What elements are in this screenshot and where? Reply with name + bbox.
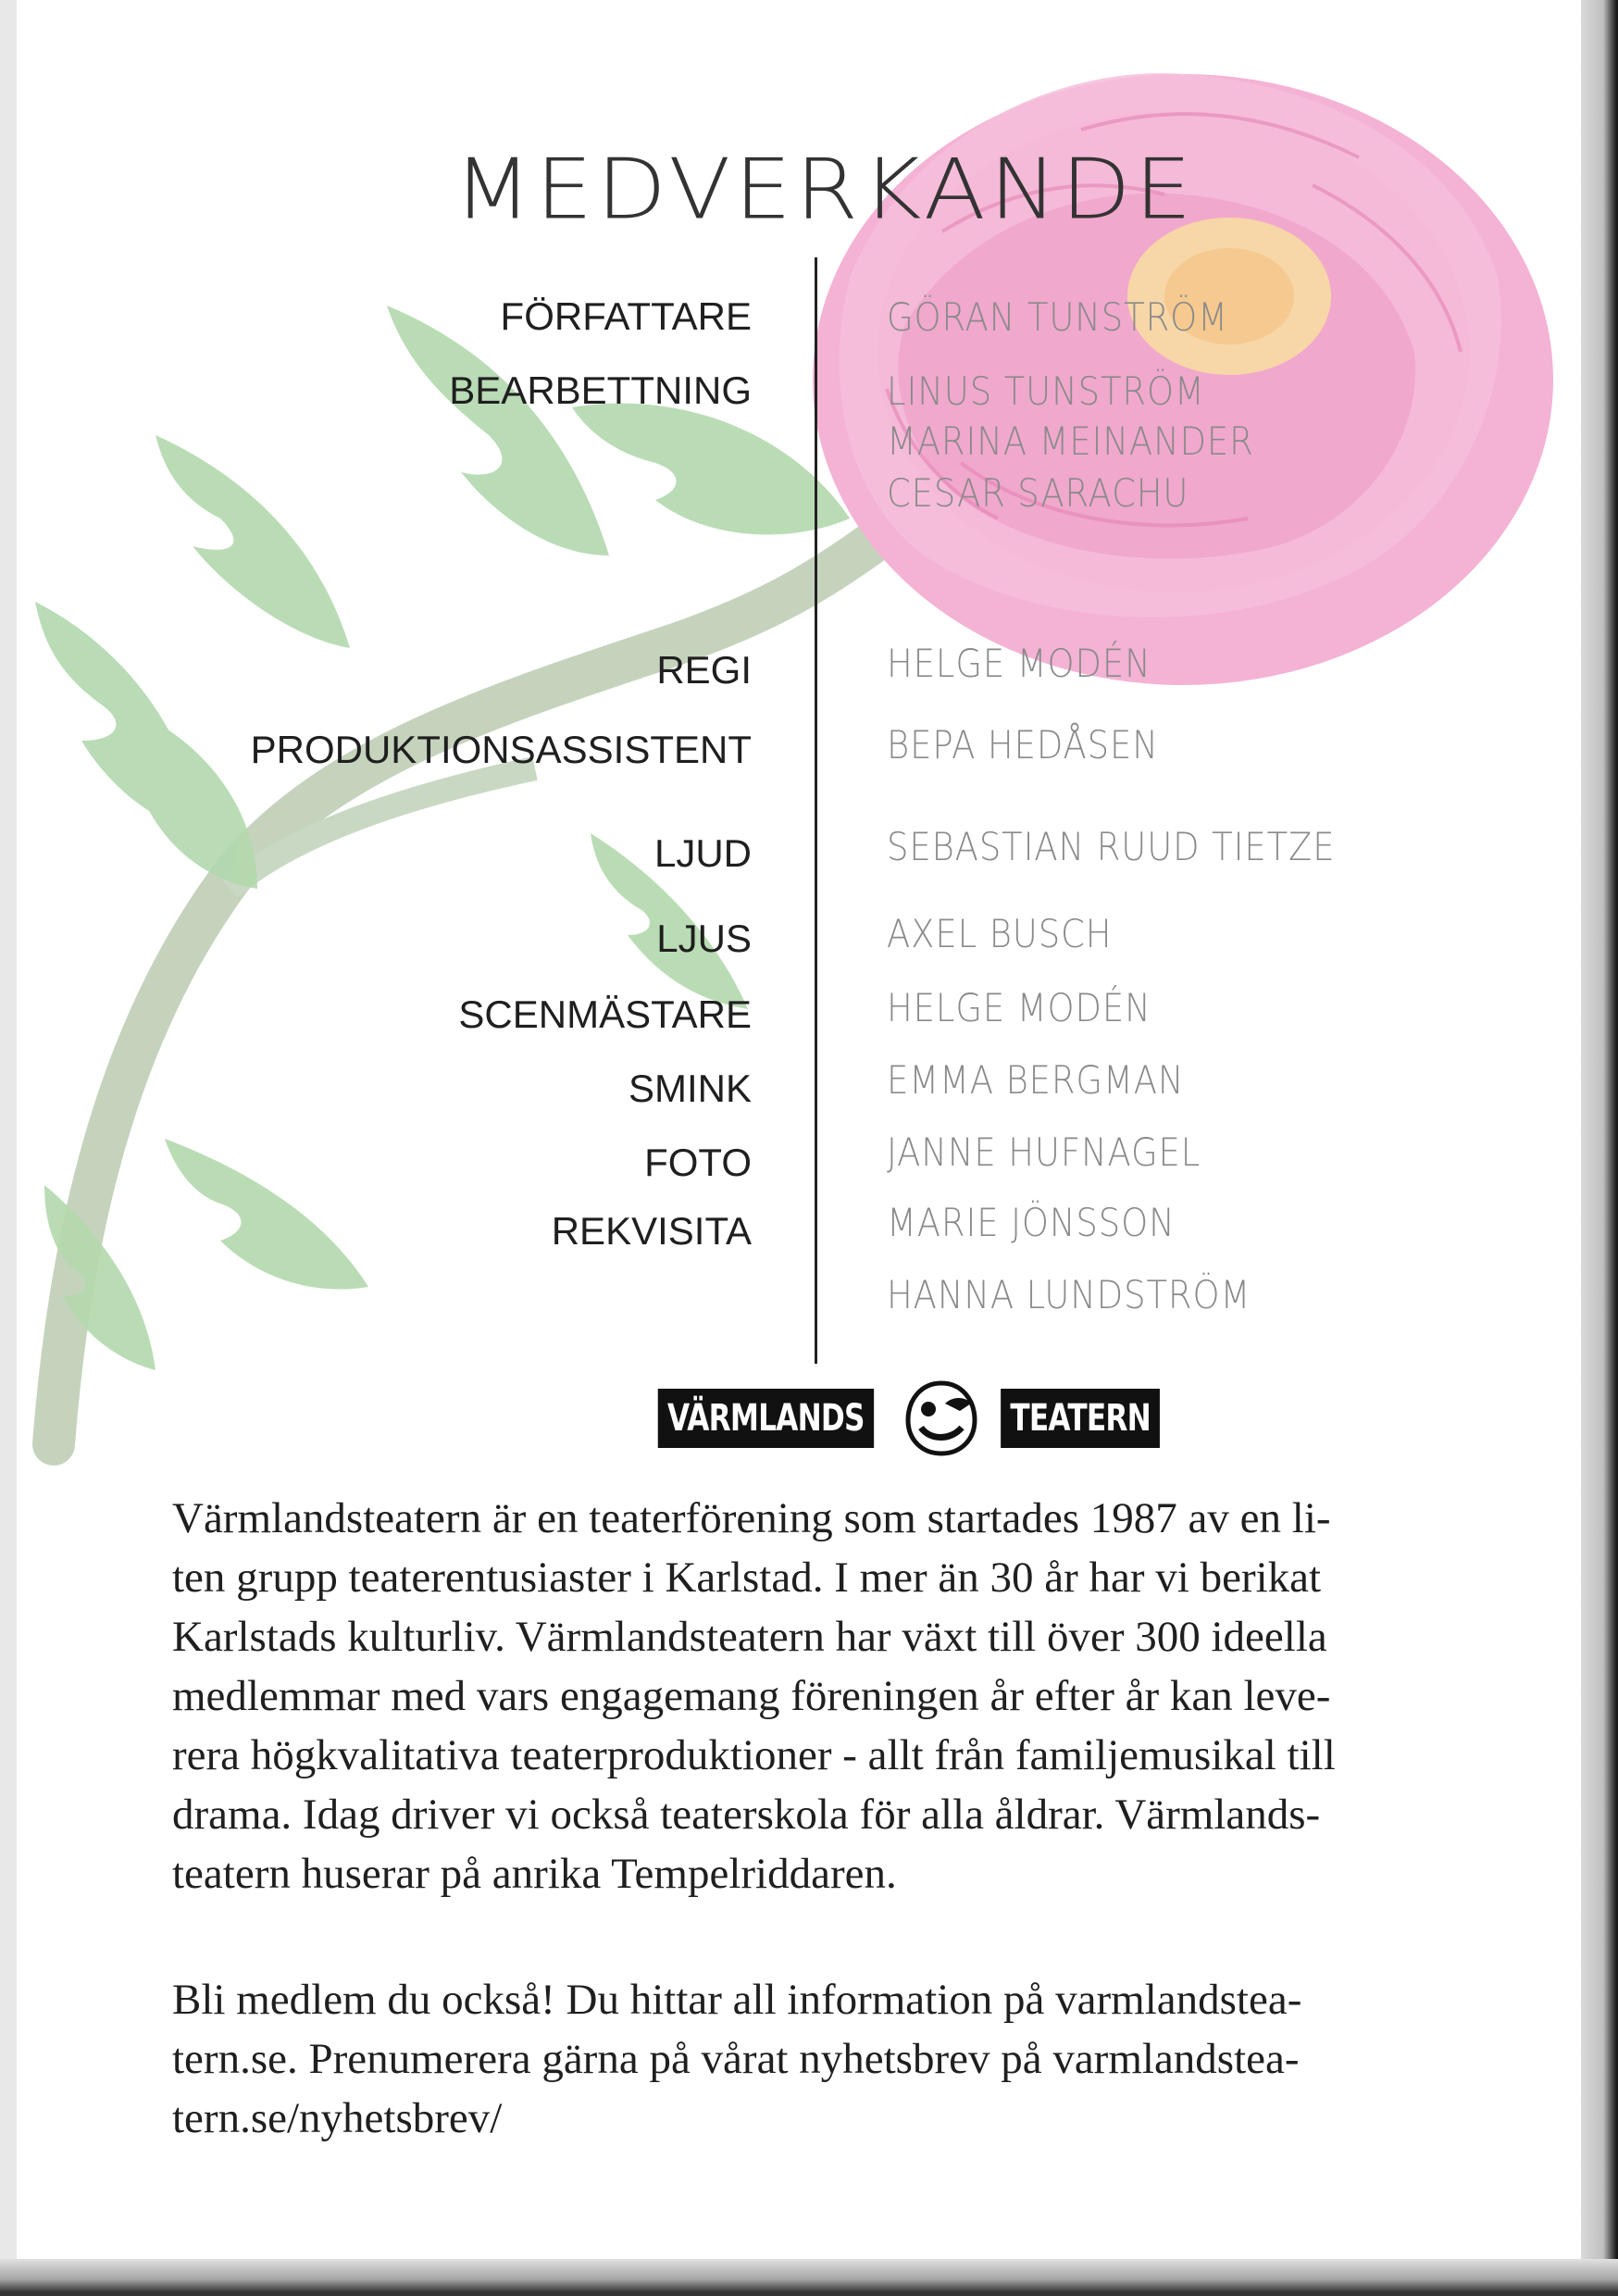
person-name: GÖRAN TUNSTRÖM [887,294,1228,340]
role-ljud: LJUD [653,831,752,875]
person-name: HELGE MODÉN [887,985,1151,1030]
credits-divider [815,257,817,1364]
person-name: CESAR SARACHU [887,470,1189,516]
person-name: HANNA LUNDSTRÖM [887,1272,1251,1317]
scan-edge-right [1581,0,1618,2296]
membership-line: tern.se/nyhetsbrev/ [172,2094,503,2142]
person-name: LINUS TUNSTRÖM [887,368,1205,414]
role-forfattare: FÖRFATTARE [500,294,752,338]
person-name: EMMA BERGMAN [887,1057,1185,1103]
membership-paragraph [172,1970,1505,2148]
membership-line: tern.se. Prenumerera gärna på vårat nyhetsbrev på varmlandstea- [172,2035,1300,2083]
about-line: ten grupp teaterentusiaster i Karlstad. I mer än 30 år har vi berikat [172,1554,1322,1602]
role-rekvisita: REKVISITA [551,1209,752,1253]
program-page [17,0,1581,2259]
role-ljus: LJUS [656,917,752,960]
role-smink: SMINK [628,1067,752,1110]
about-line: rera högkvalitativa teaterproduktioner - allt från familjemusikal till [172,1731,1336,1779]
varmlandsteatern-logo [628,1379,1182,1457]
role-scenmastare: SCENMÄSTARE [458,992,752,1036]
theatre-mask-icon [904,1379,978,1457]
logo-left-word: VÄRMLANDS [658,1389,874,1448]
person-name: JANNE HUFNAGEL [887,1129,1201,1175]
about-line: Värmlandsteatern är en teaterförening som startades 1987 av en li- [172,1494,1331,1542]
page-title: MEDVERKANDE [454,141,1196,239]
role-regi: REGI [656,648,752,692]
role-foto: FOTO [644,1141,752,1184]
person-name: MARIE JÖNSSON [887,1200,1176,1245]
about-paragraph [172,1489,1505,1903]
about-line: drama. Idag driver vi också teaterskola för alla åldrar. Värmlands- [172,1791,1321,1839]
membership-line: Bli medlem du också! Du hittar all information på varmlandstea- [172,1976,1302,2024]
logo-right-word: TEATERN [1001,1389,1160,1448]
about-line: teatern huserar på anrika Tempelriddaren. [172,1850,897,1898]
role-produktionsassistent: PRODUKTIONSASSISTENT [250,728,752,771]
role-bearbetning: BEARBETTNING [449,368,752,412]
person-name: BEPA HEDÅSEN [887,722,1159,767]
person-name: MARINA MEINANDER [887,418,1254,464]
person-name: SEBASTIAN RUUD TIETZE [887,824,1336,869]
person-name: HELGE MODÉN [887,641,1151,686]
scan-edge-bottom [0,2259,1618,2296]
about-line: Karlstads kulturliv. Värmlandsteatern har växt till över 300 ideella [172,1613,1327,1661]
about-line: medlemmar med vars engagemang föreningen år efter år kan leve- [172,1672,1331,1720]
person-name: AXEL BUSCH [887,911,1113,956]
